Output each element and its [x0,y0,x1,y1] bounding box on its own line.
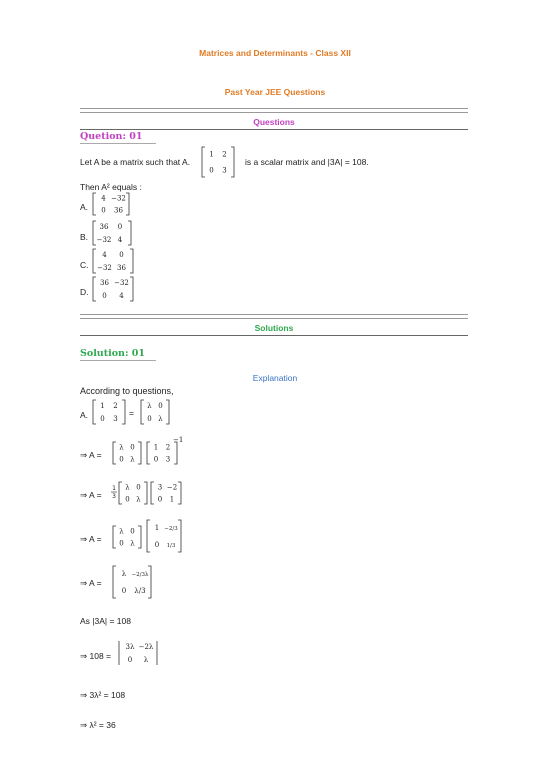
matrix-svg [118,640,158,666]
matrix-cell: 0 [121,587,127,595]
heading-underline [80,360,156,361]
step1-left-matrix [92,399,126,427]
matrix-cell: 0 [125,495,130,504]
matrix-cell: 1 [153,443,159,452]
matrix-cell: 36 [117,264,126,272]
option-c-matrix [92,248,134,276]
matrix-cell: 3 [157,483,163,492]
bracket-left [147,520,150,552]
solution-intro: According to questions, [80,386,174,396]
step2-inverse-sup: −1 [173,436,184,444]
matrix-svg [92,192,130,216]
step4-prefix: ⇒ A = [80,534,102,544]
step6-prefix: ⇒ 108 = [80,651,111,661]
question-stem-before: Let A be a matrix such that A. [80,157,191,167]
double-rule [80,108,468,113]
bracket-right [130,249,133,273]
solutions-label: Solutions [254,323,294,333]
matrix-cell: 3 [222,166,227,175]
given-condition: As |3A| = 108 [80,616,131,626]
matrix-svg [112,441,142,465]
matrix-cell: λ [119,527,124,536]
solution-heading [80,348,156,361]
question-heading [80,131,156,144]
matrix-cell: 0 [136,483,141,492]
matrix-cell: −32 [114,279,129,287]
matrix-cell: 36 [99,223,109,231]
step5-matrix [112,565,152,601]
matrix-cell: λ [119,443,124,452]
stem-matrix [201,146,235,180]
matrix-cell: λ [125,483,130,492]
question-prompt: Then A² equals : [80,182,142,192]
matrix-cell: 0 [130,527,135,536]
bracket-right [166,400,169,424]
step4-matrix-2 [146,519,182,555]
bracket-right [130,277,133,301]
bracket-left [93,193,96,215]
option-c-label: C. [80,260,89,270]
bracket-left [119,482,122,504]
bracket-left [141,400,144,424]
step2-prefix: ⇒ A = [80,450,102,460]
doc-title: Matrices and Determinants - Class XII [199,48,351,58]
matrix-cell: 4 [101,194,106,203]
bracket-right [231,147,234,177]
matrix-svg [201,146,235,178]
bracket-left [93,277,96,301]
matrix-cell: 3 [165,455,171,464]
matrix-cell: 1 [154,524,160,532]
step7: ⇒ 3λ² = 108 [80,690,126,700]
questions-label: Questions [253,117,295,127]
option-a-label: A. [80,202,89,212]
step3-prefix: ⇒ A = [80,490,102,500]
bracket-left [202,147,205,177]
step3-matrix-1 [118,481,148,507]
step6-determinant [118,640,158,668]
matrix-cell: −32 [97,264,112,272]
bracket-right [122,400,125,424]
matrix-cell: λ [121,570,127,578]
matrix-cell: −2 [166,483,178,492]
fraction-denominator: 3 [112,493,116,500]
step2-matrix-1 [112,441,142,467]
matrix-cell: λ [143,656,149,664]
matrix-cell: 1 [169,495,175,504]
matrix-cell: 0 [119,539,124,548]
bracket-right [174,442,177,464]
step1-right-matrix [140,399,170,427]
matrix-cell: 4 [117,236,123,244]
bracket-right [138,526,141,548]
bracket-right [148,566,151,598]
matrix-cell: −2/3 [164,526,178,532]
step8: ⇒ λ² = 36 [80,720,116,730]
matrix-cell: −2λ [138,643,154,651]
matrix-cell: 0 [100,415,105,423]
matrix-svg [150,481,182,505]
step5-prefix: ⇒ A = [80,578,102,588]
matrix-cell: λ/3 [134,587,146,595]
matrix-cell: 0 [209,166,214,175]
matrix-svg [92,220,132,246]
matrix-cell: 0 [119,251,124,259]
matrix-cell: 0 [157,495,163,504]
option-d-label: D. [80,287,89,297]
option-b-matrix [92,220,132,248]
matrix-cell: 0 [147,415,152,423]
step2-matrix-2 [146,441,178,467]
matrix-cell: 1 [209,150,214,159]
solution-heading-text: Solution: 01 [80,348,145,359]
matrix-svg [146,519,182,553]
step3-fraction [110,484,118,502]
matrix-cell: 36 [100,279,109,287]
bracket-right [128,221,131,245]
bracket-left [113,526,116,548]
matrix-cell: 2 [165,443,171,452]
matrix-cell: 3λ [125,643,135,651]
option-d-matrix [92,276,134,304]
matrix-cell: 0 [101,206,106,215]
bracket-right [138,442,141,464]
bracket-left [93,400,96,424]
matrix-cell: 0 [153,455,159,464]
matrix-cell: 1/3 [166,543,176,549]
matrix-svg [112,525,142,549]
step1-equals: = [129,408,134,418]
matrix-cell: −2/3λ [131,572,149,578]
bracket-left [113,566,116,598]
bracket-right [144,482,147,504]
matrix-cell: 3 [113,415,118,423]
matrix-cell: 2 [222,150,227,159]
heading-underline [80,143,156,144]
bracket-left [147,442,150,464]
double-rule [80,314,468,319]
step1-label: A. [80,410,89,420]
matrix-cell: 0 [127,656,133,664]
matrix-cell: λ [158,415,163,423]
step3-matrix-2 [150,481,182,507]
matrix-cell: 0 [130,443,135,452]
section-underline [80,129,468,130]
matrix-cell: 0 [158,402,163,410]
matrix-cell: 2 [113,402,118,410]
option-b-label: B. [80,232,89,242]
matrix-svg [112,565,152,599]
fraction-numerator: 1 [112,485,116,492]
matrix-cell: λ [130,455,135,464]
matrix-cell: λ [130,539,135,548]
matrix-cell: 36 [114,206,123,215]
question-stem-after: is a scalar matrix and |3A| = 108. [245,157,369,167]
option-a-matrix [92,192,130,218]
bracket-left [113,442,116,464]
questions-section-header [80,108,468,130]
matrix-cell: λ [147,402,152,410]
doc-subtitle: Past Year JEE Questions [224,87,326,97]
matrix-svg [92,248,134,274]
bracket-left [93,249,96,273]
bracket-right [178,482,181,504]
bracket-left [151,482,154,504]
matrix-svg [146,441,178,465]
matrix-svg [140,399,170,425]
bracket-right [126,193,129,215]
bracket-right [178,520,181,552]
matrix-cell: 0 [117,223,123,231]
matrix-cell: 1 [100,402,105,410]
step4-matrix-1 [112,525,142,551]
matrix-cell: 0 [154,541,160,549]
matrix-svg [118,481,148,505]
matrix-cell: λ [136,495,141,504]
bracket-left [93,221,96,245]
matrix-cell: 4 [102,251,107,259]
matrix-svg [92,276,134,302]
fraction-svg [110,484,118,500]
matrix-cell: 0 [119,455,124,464]
section-underline [80,335,468,336]
matrix-cell: −32 [111,194,126,203]
matrix-svg [92,399,126,425]
matrix-cell: 4 [119,292,124,300]
explanation-label: Explanation [252,373,298,383]
question-heading-text: Quetion: 01 [80,131,143,142]
matrix-cell: 0 [102,292,107,300]
matrix-cell: −32 [96,236,112,244]
solutions-section-header [80,314,468,336]
